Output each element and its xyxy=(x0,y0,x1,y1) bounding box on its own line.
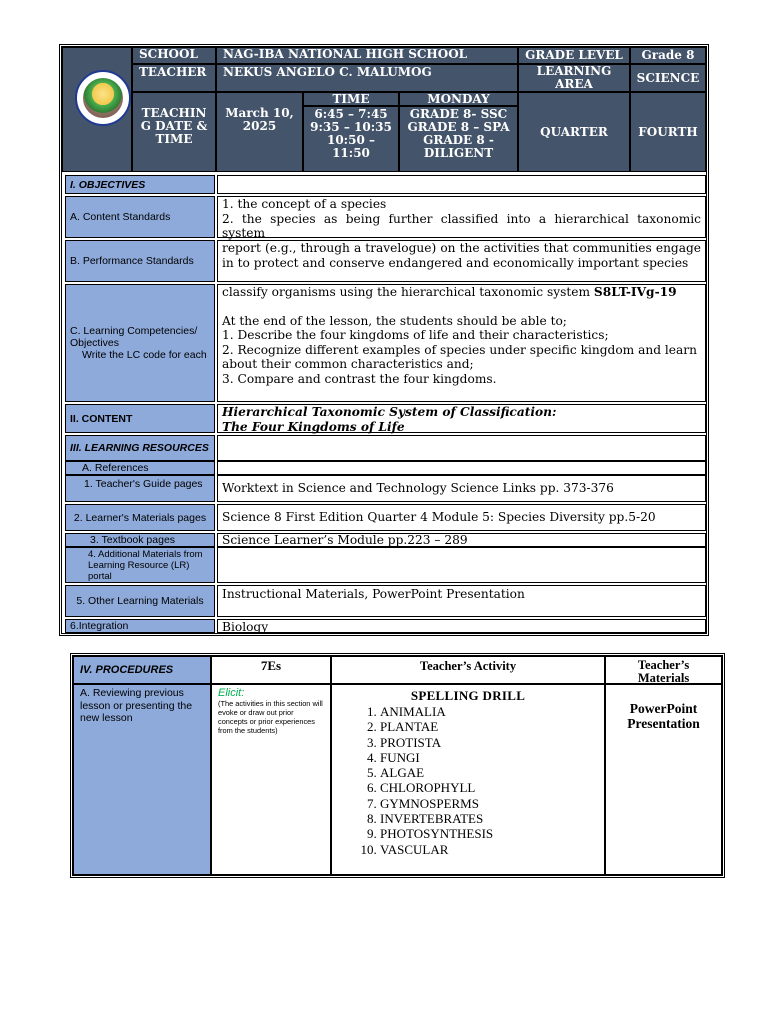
drill-word: 7. GYMNOSPERMS xyxy=(380,796,604,811)
step-a-label: A. Reviewing previous lesson or presenting the new lesson xyxy=(73,684,211,875)
learning-area-value: SCIENCE xyxy=(630,64,706,92)
teacher-label: TEACHER xyxy=(132,64,216,92)
drill-word-list xyxy=(332,704,604,857)
activity-cell xyxy=(331,684,605,875)
objective-1: 1. Describe the four kingdoms of life and their characteristics; xyxy=(222,328,609,342)
content-line-2: The Four Kingdoms of Life xyxy=(222,419,405,434)
header-block xyxy=(62,47,706,172)
objectives-value xyxy=(217,175,706,194)
school-label: SCHOOL xyxy=(132,47,216,64)
textbook-label: 3. Textbook pages xyxy=(65,533,215,547)
other-materials-value: Instructional Materials, PowerPoint Presentation xyxy=(217,585,706,617)
col-7es: 7Es xyxy=(211,656,331,684)
time-label: TIME xyxy=(303,92,399,106)
grade-level-label: GRADE LEVEL xyxy=(518,47,630,64)
logo-cell xyxy=(62,47,132,172)
col-teachers-activity: Teacher’s Activity xyxy=(331,656,605,684)
integration-value: Biology xyxy=(217,619,706,633)
drill-title: SPELLING DRILL xyxy=(410,688,526,703)
content-standard-2: 2. the species as being further classified into a hierarchical taxonomic system xyxy=(222,211,701,240)
additional-materials-value xyxy=(217,547,706,583)
integration-label: 6.Integration xyxy=(65,619,215,633)
competency-text: classify organisms using the hierarchical taxonomic system xyxy=(222,285,594,299)
procedures-table xyxy=(70,653,725,878)
drill-word: 6. CHLOROPHYLL xyxy=(380,780,604,795)
drill-word: 9. PHOTOSYNTHESIS xyxy=(380,826,604,841)
competencies-sublabel: Write the LC code for each xyxy=(82,349,207,361)
teachers-guide-value: Worktext in Science and Technology Science Links pp. 373-376 xyxy=(217,475,706,502)
objectives-label: I. OBJECTIVES xyxy=(65,175,215,194)
date-value: March 10, 2025 xyxy=(216,92,303,172)
drill-word: 10. VASCULAR xyxy=(380,842,604,857)
competencies-label-text: C. Learning Competencies/ Objectives xyxy=(70,325,198,349)
learning-area-label: LEARNING AREA xyxy=(518,64,630,92)
content-standards-value xyxy=(217,196,706,238)
objectives-intro: At the end of the lesson, the students should be able to; xyxy=(222,313,567,328)
performance-standards-label: B. Performance Standards xyxy=(65,240,215,282)
elicit-note: (The activities in this section will evoke or draw out prior concepts or prior experiences from the students) xyxy=(218,699,323,735)
references-value xyxy=(217,461,706,475)
sections-value: GRADE 8- SSC GRADE 8 – SPA GRADE 8 - DILIGENT xyxy=(399,106,518,172)
additional-materials-label: 4. Additional Materials from Learning Resource (LR) portal xyxy=(65,547,215,583)
lesson-plan-header-table xyxy=(59,44,709,636)
teaching-date-label: TEACHING DATE & TIME xyxy=(132,92,216,172)
content-label: II. CONTENT xyxy=(65,404,215,433)
quarter-label: QUARTER xyxy=(518,92,630,172)
time-value: 6:45 – 7:45 9:35 – 10:35 10:50 – 11:50 xyxy=(303,106,399,172)
day-label: MONDAY xyxy=(399,92,518,106)
competencies-value xyxy=(217,284,706,402)
teacher-value: NEKUS ANGELO C. MALUMOG xyxy=(216,64,518,92)
drill-word: 5. ALGAE xyxy=(380,765,604,780)
teachers-guide-label: 1. Teacher's Guide pages xyxy=(65,475,215,502)
drill-word: 2. PLANTAE xyxy=(380,719,604,734)
resources-label: III. LEARNING RESOURCES xyxy=(65,435,215,461)
resources-value xyxy=(217,435,706,461)
grade-level-value: Grade 8 xyxy=(630,47,706,64)
competency-code: S8LT-IVg-19 xyxy=(593,285,677,299)
textbook-value: Science Learner’s Module pp.223 – 289 xyxy=(217,533,706,547)
quarter-value: FOURTH xyxy=(630,92,706,172)
school-seal-logo xyxy=(75,70,131,126)
drill-word: 4. FUNGI xyxy=(380,750,604,765)
materials-value: PowerPoint Presentation xyxy=(605,684,722,875)
drill-word: 1. ANIMALIA xyxy=(380,704,604,719)
content-standard-1: 1. the concept of a species xyxy=(222,197,387,211)
content-standards-label: A. Content Standards xyxy=(65,196,215,238)
content-value xyxy=(217,404,706,433)
drill-word: 3. PROTISTA xyxy=(380,735,604,750)
references-label: A. References xyxy=(65,461,215,475)
col-teachers-materials: Teacher’s Materials xyxy=(605,656,722,684)
drill-word: 8. INVERTEBRATES xyxy=(380,811,604,826)
school-value: NAG-IBA NATIONAL HIGH SCHOOL xyxy=(216,47,518,64)
procedures-label: IV. PROCEDURES xyxy=(73,656,211,684)
competencies-label xyxy=(65,284,215,402)
objective-2: 2. Recognize different examples of species under specific kingdom and learn about their common characteristics and; xyxy=(222,342,697,371)
objective-3: 3. Compare and contrast the four kingdoms. xyxy=(222,371,497,386)
learners-materials-value: Science 8 First Edition Quarter 4 Module 5: Species Diversity pp.5-20 xyxy=(217,504,706,531)
other-materials-label: 5. Other Learning Materials xyxy=(65,585,215,617)
performance-standards-value: report (e.g., through a travelogue) on the activities that communities engage in to protect and conserve endangered and economically important species xyxy=(217,240,706,282)
content-line-1: Hierarchical Taxonomic System of Classification: xyxy=(222,405,557,419)
learners-materials-label: 2. Learner's Materials pages xyxy=(65,504,215,531)
elicit-label: Elicit: xyxy=(218,687,245,699)
elicit-cell xyxy=(211,684,331,875)
